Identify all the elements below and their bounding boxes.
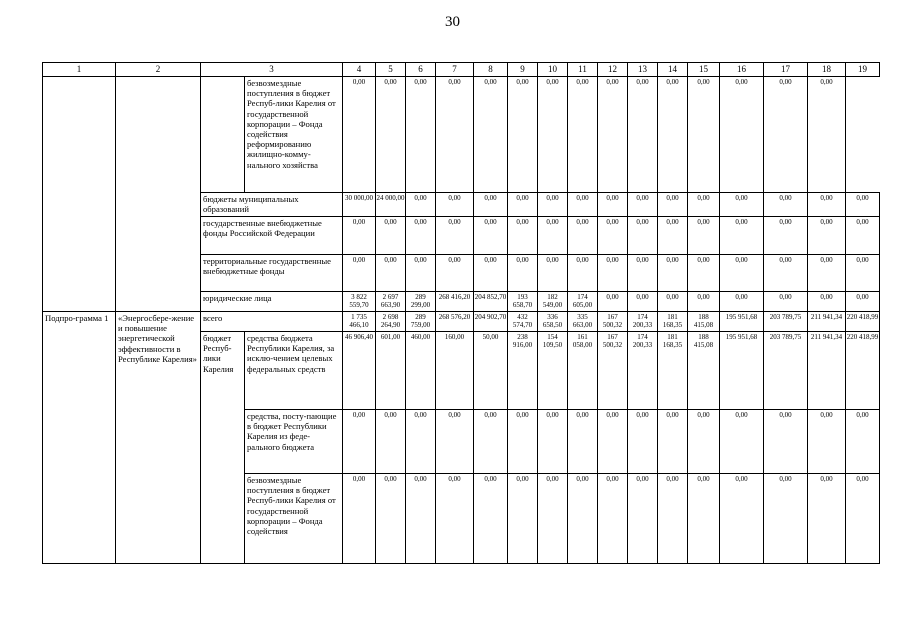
value-cell: 0,00: [474, 255, 508, 292]
column-number: 19: [846, 63, 880, 77]
value-cell: 0,00: [846, 217, 880, 255]
value-cell: 24 000,00: [376, 193, 406, 217]
value-cell: 601,00: [376, 332, 406, 410]
value-cell: 0,00: [628, 474, 658, 564]
column-number-row: [43, 63, 880, 77]
value-cell: 0,00: [598, 410, 628, 474]
value-cell: 0,00: [688, 292, 720, 312]
value-cell: 0,00: [343, 410, 376, 474]
value-cell: 0,00: [343, 217, 376, 255]
value-cell: 0,00: [658, 410, 688, 474]
value-cell: 0,00: [764, 77, 808, 193]
value-cell: 0,00: [436, 193, 474, 217]
value-cell: 0,00: [658, 255, 688, 292]
value-cell: 2 697 663,90: [376, 292, 406, 312]
value-cell: 0,00: [598, 474, 628, 564]
value-cell: 0,00: [406, 410, 436, 474]
column-number: 18: [808, 63, 846, 77]
value-cell: 154 109,50: [538, 332, 568, 410]
value-cell: 0,00: [343, 474, 376, 564]
value-cell: 0,00: [808, 292, 846, 312]
column-number: 10: [538, 63, 568, 77]
value-cell: 174 200,33: [628, 312, 658, 332]
value-cell: 167 500,32: [598, 332, 628, 410]
column-number: 8: [474, 63, 508, 77]
value-cell: 335 663,00: [568, 312, 598, 332]
column-number: 15: [688, 63, 720, 77]
value-cell: 268 576,20: [436, 312, 474, 332]
value-cell: 0,00: [658, 193, 688, 217]
value-cell: 0,00: [474, 77, 508, 193]
subprogram-code: Подпро-грамма 1: [43, 312, 116, 564]
value-cell: 188 415,08: [688, 332, 720, 410]
column-number: 17: [764, 63, 808, 77]
value-cell: 0,00: [628, 410, 658, 474]
value-cell: 238 916,00: [508, 332, 538, 410]
value-cell: 0,00: [436, 474, 474, 564]
value-cell: 0,00: [538, 193, 568, 217]
value-cell: 174 200,33: [628, 332, 658, 410]
value-cell: 0,00: [628, 77, 658, 193]
value-cell: 0,00: [568, 193, 598, 217]
empty-cell: [201, 77, 245, 193]
value-cell: 0,00: [538, 77, 568, 193]
value-cell: 188 415,08: [688, 312, 720, 332]
value-cell: 0,00: [658, 474, 688, 564]
value-cell: 0,00: [628, 255, 658, 292]
value-cell: 0,00: [436, 410, 474, 474]
budget-label: бюджет Респуб-лики Карелия: [201, 332, 245, 564]
value-cell: 0,00: [436, 77, 474, 193]
value-cell: 336 658,50: [538, 312, 568, 332]
value-cell: 0,00: [508, 410, 538, 474]
row-label: средства, посту-пающие в бюджет Республики Карелия из феде-рального бюджета: [245, 410, 343, 474]
value-cell: 46 906,40: [343, 332, 376, 410]
value-cell: 0,00: [720, 410, 764, 474]
value-cell: 0,00: [808, 193, 846, 217]
value-cell: 0,00: [376, 255, 406, 292]
value-cell: 0,00: [598, 292, 628, 312]
value-cell: 0,00: [720, 77, 764, 193]
value-cell: 289 299,00: [406, 292, 436, 312]
value-cell: 0,00: [808, 77, 846, 193]
value-cell: 289 759,00: [406, 312, 436, 332]
value-cell: 0,00: [474, 474, 508, 564]
value-cell: 50,00: [474, 332, 508, 410]
value-cell: 220 418,99: [846, 312, 880, 332]
value-cell: 0,00: [406, 77, 436, 193]
value-cell: 0,00: [764, 217, 808, 255]
value-cell: 0,00: [764, 410, 808, 474]
value-cell: 0,00: [343, 77, 376, 193]
row-label: территориальные государственные внебюджетные фонды: [201, 255, 343, 292]
row-label: государственные внебюджетные фонды Российской Федерации: [201, 217, 343, 255]
subprogram-total-row: [43, 312, 880, 332]
value-cell: 0,00: [508, 217, 538, 255]
value-cell: 0,00: [846, 410, 880, 474]
row-label: юридические лица: [201, 292, 343, 312]
value-cell: 0,00: [474, 193, 508, 217]
value-cell: 0,00: [658, 217, 688, 255]
value-cell: 0,00: [688, 77, 720, 193]
value-cell: 0,00: [628, 193, 658, 217]
value-cell: 0,00: [474, 410, 508, 474]
value-cell: 0,00: [688, 193, 720, 217]
value-cell: 0,00: [343, 255, 376, 292]
value-cell: 0,00: [598, 77, 628, 193]
value-cell: 0,00: [406, 474, 436, 564]
value-cell: 182 549,00: [538, 292, 568, 312]
value-cell: 220 418,99: [846, 332, 880, 410]
value-cell: 0,00: [764, 474, 808, 564]
value-cell: 0,00: [436, 217, 474, 255]
value-cell: 0,00: [658, 292, 688, 312]
value-cell: 0,00: [720, 217, 764, 255]
value-cell: 0,00: [764, 255, 808, 292]
value-cell: 0,00: [598, 193, 628, 217]
value-cell: 0,00: [720, 255, 764, 292]
value-cell: 0,00: [568, 255, 598, 292]
column-number: 5: [376, 63, 406, 77]
table-row: [43, 77, 880, 193]
value-cell: 0,00: [568, 474, 598, 564]
value-cell: 432 574,70: [508, 312, 538, 332]
value-cell: 460,00: [406, 332, 436, 410]
value-cell: 2 698 264,90: [376, 312, 406, 332]
column-number: 12: [598, 63, 628, 77]
value-cell: 0,00: [688, 255, 720, 292]
value-cell: 174 605,00: [568, 292, 598, 312]
value-cell: 0,00: [538, 474, 568, 564]
subprogram-name: «Энергосбере-жение и повышение энергетической эффективности в Республике Карелия»: [116, 312, 201, 564]
value-cell: 161 058,00: [568, 332, 598, 410]
value-cell: 0,00: [538, 217, 568, 255]
page-number: 30: [445, 14, 460, 30]
column-number: 16: [720, 63, 764, 77]
value-cell: 0,00: [406, 193, 436, 217]
value-cell: 0,00: [808, 217, 846, 255]
value-cell: 0,00: [508, 77, 538, 193]
column-number: 14: [658, 63, 688, 77]
value-cell: 0,00: [628, 292, 658, 312]
value-cell: 3 822 559,70: [343, 292, 376, 312]
value-cell: 0,00: [688, 217, 720, 255]
value-cell: 0,00: [538, 410, 568, 474]
column-number: 11: [568, 63, 598, 77]
value-cell: 203 789,75: [764, 312, 808, 332]
total-label: всего: [201, 312, 343, 332]
value-cell: 0,00: [568, 217, 598, 255]
value-cell: 0,00: [628, 217, 658, 255]
value-cell: 0,00: [598, 217, 628, 255]
column-number: 9: [508, 63, 538, 77]
value-cell: 0,00: [688, 474, 720, 564]
value-cell: 0,00: [376, 77, 406, 193]
value-cell: 0,00: [720, 193, 764, 217]
value-cell: 0,00: [376, 410, 406, 474]
value-cell: 181 168,35: [658, 332, 688, 410]
value-cell: 160,00: [436, 332, 474, 410]
value-cell: 204 902,70: [474, 312, 508, 332]
value-cell: 0,00: [508, 474, 538, 564]
value-cell: 0,00: [808, 474, 846, 564]
column-number: 6: [406, 63, 436, 77]
value-cell: 0,00: [406, 255, 436, 292]
value-cell: 0,00: [846, 255, 880, 292]
column-number: 3: [201, 63, 343, 77]
row-label: средства бюджета Республики Карелия, за исклю-чением целевых федеральных средств: [245, 332, 343, 410]
row-label: безвозмездные поступления в бюджет Респуб-лики Карелия от государственной корпорации – Фонда содействия: [245, 474, 343, 564]
empty-cell: [43, 77, 116, 312]
budget-table: [42, 62, 880, 564]
value-cell: 30 000,00: [343, 193, 376, 217]
value-cell: 0,00: [846, 292, 880, 312]
value-cell: 204 852,70: [474, 292, 508, 312]
row-label: безвозмездные поступления в бюджет Респуб-лики Карелия от государственной корпорации – Фонда содействия реформированию жилищно-комму-нального хозяйства: [245, 77, 343, 193]
value-cell: 211 941,34: [808, 332, 846, 410]
column-number: 7: [436, 63, 474, 77]
column-number: 13: [628, 63, 658, 77]
value-cell: 0,00: [720, 292, 764, 312]
value-cell: 0,00: [808, 410, 846, 474]
value-cell: 0,00: [846, 193, 880, 217]
value-cell: 0,00: [764, 292, 808, 312]
value-cell: 0,00: [474, 217, 508, 255]
value-cell: 167 500,32: [598, 312, 628, 332]
value-cell: 0,00: [538, 255, 568, 292]
value-cell: 0,00: [598, 255, 628, 292]
value-cell: 211 941,34: [808, 312, 846, 332]
value-cell: 0,00: [376, 474, 406, 564]
row-label: бюджеты муниципальных образований: [201, 193, 343, 217]
value-cell: 0,00: [568, 77, 598, 193]
column-number: 1: [43, 63, 116, 77]
value-cell: 0,00: [688, 410, 720, 474]
value-cell: 1 735 466,10: [343, 312, 376, 332]
value-cell: 0,00: [568, 410, 598, 474]
value-cell: 193 658,70: [508, 292, 538, 312]
value-cell: 0,00: [436, 255, 474, 292]
value-cell: 0,00: [508, 255, 538, 292]
value-cell: 0,00: [808, 255, 846, 292]
value-cell: 268 416,20: [436, 292, 474, 312]
value-cell: 0,00: [846, 474, 880, 564]
value-cell: 0,00: [764, 193, 808, 217]
column-number: 4: [343, 63, 376, 77]
empty-cell: [116, 77, 201, 312]
value-cell: 195 951,68: [720, 312, 764, 332]
value-cell: 203 789,75: [764, 332, 808, 410]
value-cell: 195 951,68: [720, 332, 764, 410]
value-cell: 0,00: [406, 217, 436, 255]
value-cell: 0,00: [720, 474, 764, 564]
value-cell: 0,00: [376, 217, 406, 255]
value-cell: 0,00: [658, 77, 688, 193]
column-number: 2: [116, 63, 201, 77]
value-cell: 0,00: [508, 193, 538, 217]
value-cell: 181 168,35: [658, 312, 688, 332]
